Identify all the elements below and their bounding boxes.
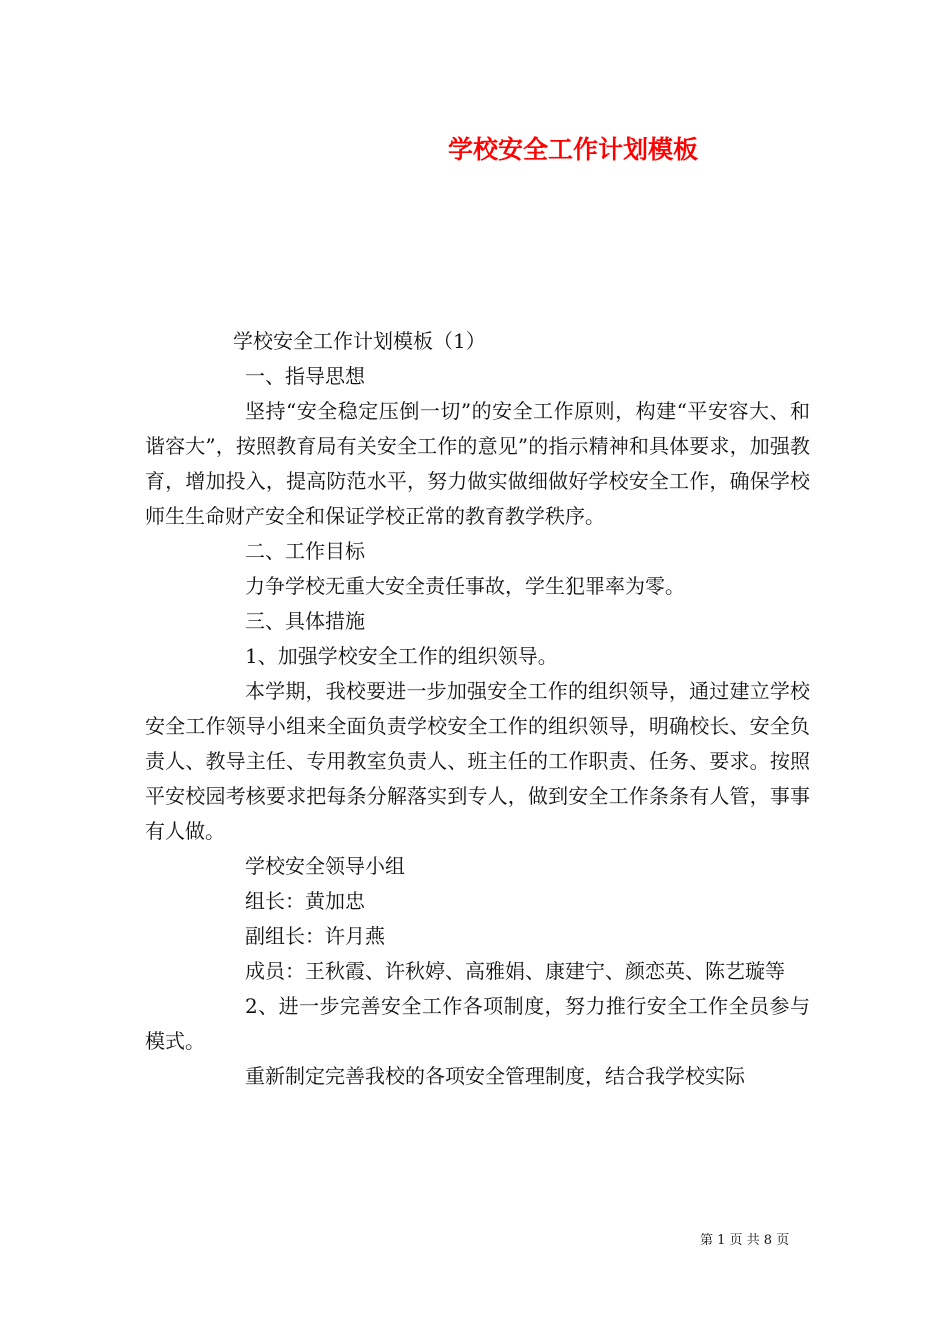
leadership-group-label: 学校安全领导小组	[245, 854, 405, 878]
section-heading: 学校安全工作计划模板（1）	[233, 329, 486, 353]
heading-guiding-thought: 一、指导思想	[245, 364, 365, 388]
subheading-organization: 1、加强学校安全工作的组织领导。	[245, 644, 558, 668]
heading-work-goal: 二、工作目标	[245, 539, 365, 563]
paragraph-organization: 本学期，我校要进一步加强安全工作的组织领导，通过建立学校安全工作领导小组来全面负责学校安全工作的组织领导，明确校长、安全负责人、教导主任、专用教室负责人、班主任的工作职责、任务、要求。按照平安校园考核要求把每条分解落实到专人，做到安全工作条条有人管，事事有人做。	[145, 679, 810, 843]
paragraph-work-goal: 力争学校无重大安全责任事故，学生犯罪率为零。	[245, 574, 685, 598]
heading-measures: 三、具体措施	[245, 609, 365, 633]
page-number: 第 1 页 共 8 页	[700, 1233, 790, 1248]
group-leader: 组长：黄加忠	[245, 889, 365, 913]
paragraph-systems: 重新制定完善我校的各项安全管理制度，结合我学校实际	[245, 1064, 745, 1088]
page-title: 学校安全工作计划模板	[448, 135, 699, 164]
subheading-systems: 2、进一步完善安全工作各项制度，努力推行安全工作全员参与模式。	[145, 994, 810, 1053]
group-members: 成员：王秋霞、许秋婷、高雅娟、康建宁、颜恋英、陈艺璇等	[245, 959, 785, 983]
paragraph-guiding-thought: 坚持“安全稳定压倒一切”的安全工作原则，构建“平安容大、和谐容大”，按照教育局有关安全工作的意见”的指示精神和具体要求，加强教育，增加投入，提高防范水平，努力做实做细做好学校安全工作，确保学校师生生命财产安全和保证学校正常的教育教学秩序。	[145, 399, 810, 528]
document-body	[145, 324, 810, 1094]
deputy-group-leader: 副组长：许月燕	[245, 924, 385, 948]
